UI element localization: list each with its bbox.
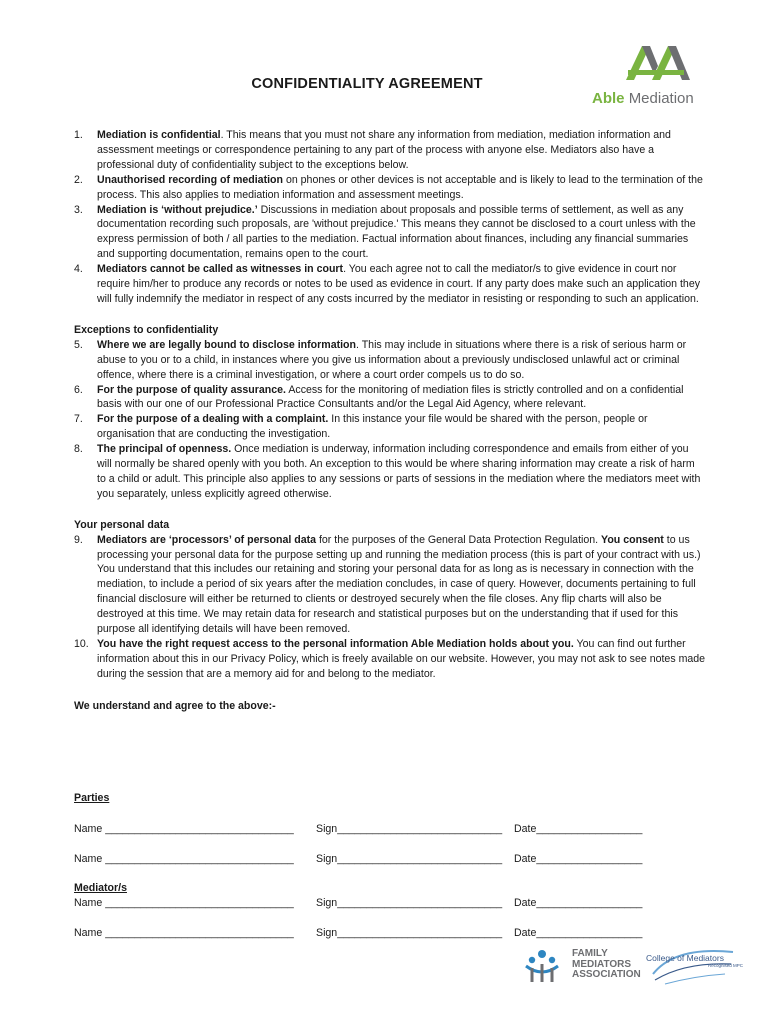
name-field[interactable]: Name ________________________________: [74, 897, 294, 909]
date-field[interactable]: Date__________________: [514, 897, 643, 909]
logo-wordmark: [592, 90, 694, 107]
list-item: 1. Mediation is confidential. This means that you must not share any information from mediation, mediation information and assessment meetings or correspondence pertaining to any part of the process with anyone else. Mediators also have a professional duty of confidentiality subject to the exceptions below.: [74, 129, 671, 171]
list-item: 3. Mediation is ‘without prejudice.’ Discussions in mediation about proposals and possible terms of settlement, as well as any documentation recording such proposals, are 'without prejudice.' This means they cannot be disclosed to a court unless with the express permission of both / all parties to the mediation. Factual information about finances, including any financial summaries and supporting documentation, remains open to the court.: [74, 203, 696, 261]
page-title: CONFIDENTIALITY AGREEMENT: [251, 76, 483, 92]
list-item: 6. For the purpose of quality assurance. Access for the monitoring of mediation files is strictly controlled and on a confidential basis with our one of our Professional Practice Consultants and/or the Legal Aid Agency, where relevant.: [74, 383, 684, 411]
college-of-mediators-name: College of Mediators: [646, 953, 724, 963]
name-field[interactable]: Name ________________________________: [74, 823, 294, 835]
sign-field[interactable]: Sign____________________________: [316, 897, 503, 909]
personal-data-list: [74, 533, 706, 682]
date-field[interactable]: Date__________________: [514, 853, 643, 865]
sign-field[interactable]: Sign____________________________: [316, 927, 503, 939]
exceptions-heading: Exceptions to confidentiality: [74, 323, 219, 336]
list-item: 9. Mediators are ‘processors’ of personal data for the purposes of the General Data Protection Regulation. You consent to us processing your personal data for the purpose setting up and running the mediation process (this is part of your contract with us.) You understand that this includes our retaining and storing your personal data for as long as is necessary in connection with the mediation, to include a period of six years after the mediation concludes, in case of query. However, documents pertaining to full financial disclosure will either be returned to clients or destroyed securely when the file closes. Any flip charts will also be destroyed at this time. We may retain data for research and statistical purposes but on the understanding that if used for this purpose all identifying details will have been removed.: [74, 533, 701, 636]
name-field[interactable]: Name ________________________________: [74, 927, 294, 939]
name-field[interactable]: Name ________________________________: [74, 853, 294, 865]
parties-heading: Parties: [74, 792, 110, 804]
college-of-mediators-subtitle: Recognised MPC: [708, 963, 744, 968]
list-item: 10. You have the right request access to the personal information Able Mediation holds about you. You can find out further information about this in our Privacy Policy, which is freely available on our website. However, you may not ask to see notes made during the session that are a memory aid for and belong to the mediator.: [74, 638, 706, 680]
list-item: 8. The principal of openness. Once mediation is underway, information including correspondence and emails from either of you will normally be shared openly with you both. An exception to this would be where sharing information may create a risk of harm to a child or adult. This principle also applies to any sessions or parts of sessions in the mediation where the mediators meet with you separately, unless explicitly agreed otherwise.: [74, 443, 701, 500]
sign-field[interactable]: Sign____________________________: [316, 823, 503, 835]
date-field[interactable]: Date__________________: [514, 823, 643, 835]
logo-word-mediation: Mediation: [628, 90, 694, 107]
logo-word-able: Able: [592, 90, 625, 107]
personal-data-heading: Your personal data: [74, 518, 170, 531]
exceptions-list: [74, 338, 706, 502]
main-terms-list: [74, 128, 706, 307]
agreement-body: [74, 128, 706, 714]
list-item: 5. Where we are legally bound to disclose information. This may include in situations where there is a risk of serious harm or abuse to you or to a child, in instances where you give us information about a previously undisclosed unlawful act or criminal offence, where there is a criminal investigation, or where a court order compels us to do so.: [74, 338, 687, 381]
list-item: 7. For the purpose of a dealing with a complaint. In this instance your file would be shared with the person, people or organisation that are conducting the investigation.: [74, 413, 648, 441]
sign-field[interactable]: Sign____________________________: [316, 853, 503, 865]
mediators-heading: Mediator/s: [74, 882, 127, 894]
agreement-statement: We understand and agree to the above:-: [74, 699, 276, 712]
list-item: 2. Unauthorised recording of mediation on phones or other devices is not acceptable and is likely to lead to the termination of the process. This also applies to mediation information and assessment meetings.: [74, 173, 703, 201]
date-field[interactable]: Date__________________: [514, 927, 643, 939]
fma-wordmark: FAMILY MEDIATORS ASSOCIATION: [572, 948, 641, 980]
list-item: 4. Mediators cannot be called as witnesses in court. You each agree not to call the mediator/s to give evidence in court nor require him/her to produce any records or notes to be used as evidence in court. If any party does make such an application they will fully indemnify the mediator in respect of any costs incurred by the mediator in resisting or responding to such an application.: [74, 263, 701, 305]
